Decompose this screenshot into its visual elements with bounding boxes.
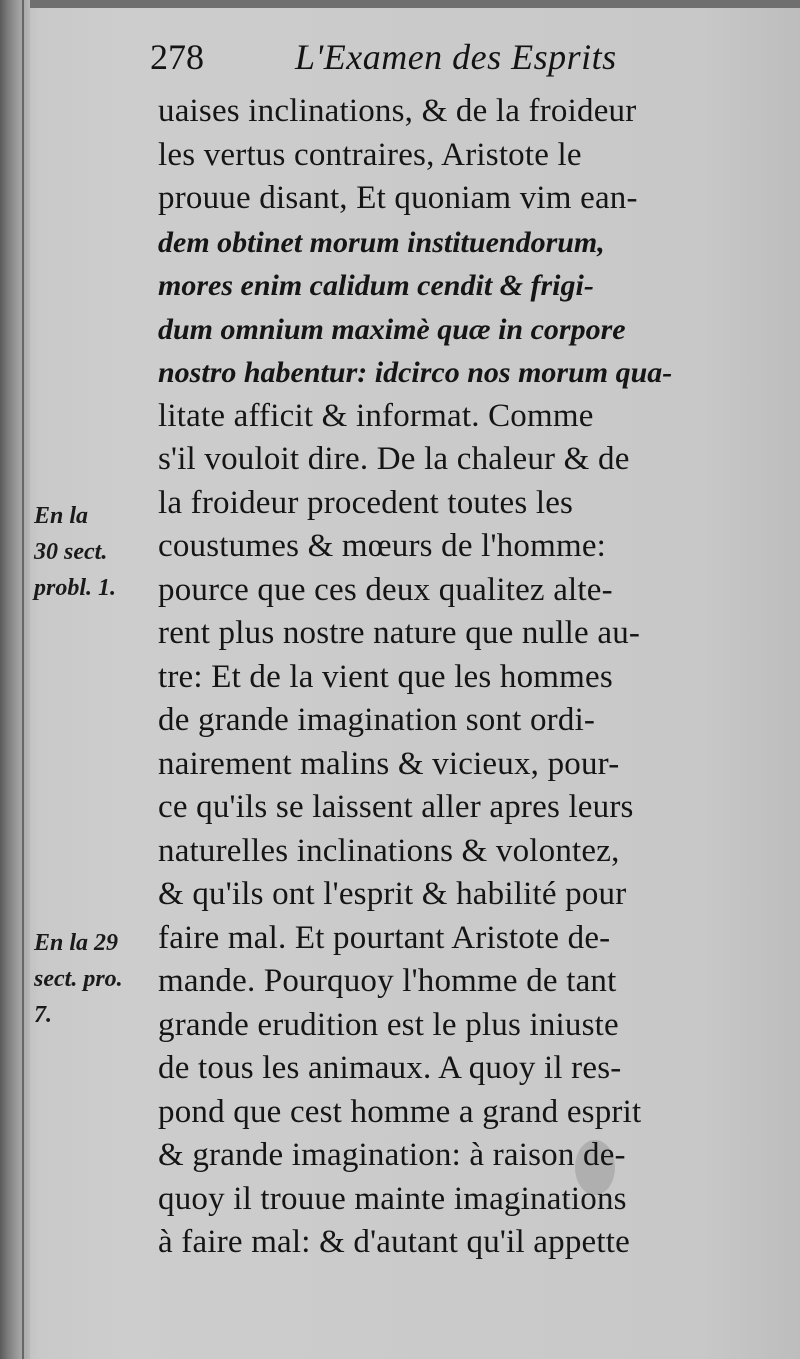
page-top-edge — [0, 0, 800, 8]
text-line: faire mal. Et pourtant Aristote de- — [158, 919, 611, 956]
text-line: mores enim calidum cendit & frigi- — [158, 269, 594, 302]
text-line: prouue disant, Et quoniam vim ean- — [158, 180, 638, 216]
margin-note-2 — [34, 925, 152, 1033]
text-line: dem obtinet morum instituendorum, — [158, 225, 605, 259]
text-line: de tous les animaux. A quoy il res- — [158, 1050, 622, 1086]
text-line: rent plus nostre nature que nulle au- — [158, 615, 641, 651]
text-line: litate afficit & informat. Comme — [158, 397, 594, 434]
margin-note-line: En la 29 — [34, 930, 119, 956]
text-line: pond que cest homme a grand esprit — [158, 1093, 642, 1130]
page-number: 278 — [150, 37, 204, 77]
text-line: quoy il trouue mainte imaginations — [158, 1180, 627, 1217]
text-line: coustumes & mœurs de l'homme: — [158, 528, 607, 564]
text-line: naturelles inclinations & volontez, — [158, 832, 620, 869]
margin-note-line: En la — [34, 503, 89, 529]
text-line: ce qu'ils se laissent aller apres leurs — [158, 789, 634, 825]
text-line: grande erudition est le plus iniuste — [158, 1006, 619, 1043]
text-line: s'il vouloit dire. De la chaleur & de — [158, 441, 630, 477]
margin-note-line: probl. 1. — [34, 575, 117, 601]
text-line: les vertus contraires, Aristote le — [158, 136, 582, 173]
text-line: nostro habentur: idcirco nos morum qua- — [158, 356, 673, 389]
margin-note-line: 30 sect. — [34, 539, 108, 565]
body-text — [158, 90, 758, 1265]
page-header — [150, 36, 770, 86]
text-line: nairement malins & vicieux, pour- — [158, 745, 620, 782]
text-line: & qu'ils ont l'esprit & habilité pour — [158, 876, 627, 912]
text-line: tre: Et de la vient que les hommes — [158, 658, 613, 695]
text-line: la froideur procedent toutes les — [158, 484, 574, 521]
page-binding — [0, 0, 30, 1359]
text-line: de grande imagination sont ordi- — [158, 702, 596, 738]
running-title: L'Examen des Esprits — [295, 37, 617, 77]
text-line: uaises inclinations, & de la froideur — [158, 93, 637, 129]
text-line: & grande imagination: à raison de- — [158, 1137, 626, 1173]
text-line: mande. Pourquoy l'homme de tant — [158, 963, 617, 999]
text-line: à faire mal: & d'autant qu'il appette — [158, 1224, 630, 1260]
margin-note-line: sect. pro. — [34, 966, 123, 992]
text-line: pource que ces deux qualitez alte- — [158, 571, 613, 608]
binding-fold-line — [22, 0, 24, 1359]
margin-note-1 — [34, 498, 152, 606]
text-line: dum omnium maximè quæ in corpore — [158, 312, 626, 346]
margin-note-line: 7. — [34, 1002, 52, 1028]
